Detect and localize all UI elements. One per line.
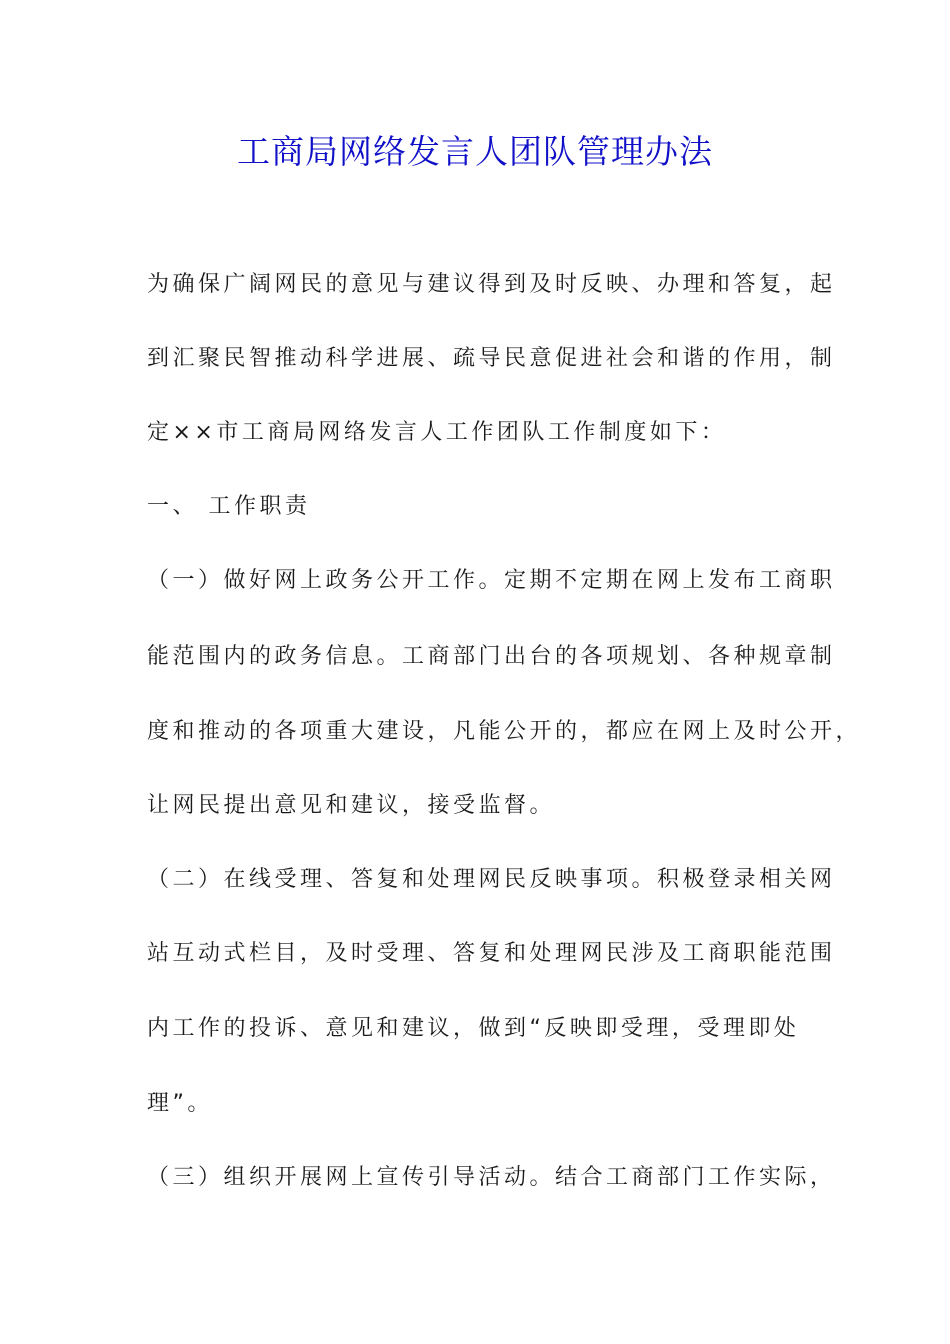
paragraph-line: 能范围内的政务信息。工商部门出台的各项规划、各种规章制 bbox=[147, 644, 836, 669]
paragraph-line: 度和推动的各项重大建设，凡能公开的，都应在网上及时公开， bbox=[147, 719, 862, 744]
paragraph-line: 理”。 bbox=[147, 1091, 213, 1116]
paragraph-line: 内工作的投诉、意见和建议，做到“反映即受理，受理即处 bbox=[147, 1016, 800, 1041]
section-heading: 一、 工作职责 bbox=[147, 494, 311, 519]
paragraph-line: 站互动式栏目，及时受理、答复和处理网民涉及工商职能范围 bbox=[147, 941, 836, 966]
paragraph-line: 为确保广阔网民的意见与建议得到及时反映、办理和答复，起 bbox=[147, 272, 836, 297]
paragraph-line: 让网民提出意见和建议，接受监督。 bbox=[147, 793, 556, 818]
paragraph-line: （三）组织开展网上宣传引导活动。结合工商部门工作实际， bbox=[147, 1165, 836, 1190]
document-title: 工商局网络发言人团队管理办法 bbox=[237, 132, 713, 171]
paragraph-line: 定××市工商局网络发言人工作团队工作制度如下： bbox=[147, 420, 727, 445]
paragraph-line: （一）做好网上政务公开工作。定期不定期在网上发布工商职 bbox=[147, 568, 836, 593]
paragraph-line: （二）在线受理、答复和处理网民反映事项。积极登录相关网 bbox=[147, 867, 836, 892]
paragraph-line: 到汇聚民智推动科学进展、疏导民意促进社会和谐的作用，制 bbox=[147, 346, 836, 371]
